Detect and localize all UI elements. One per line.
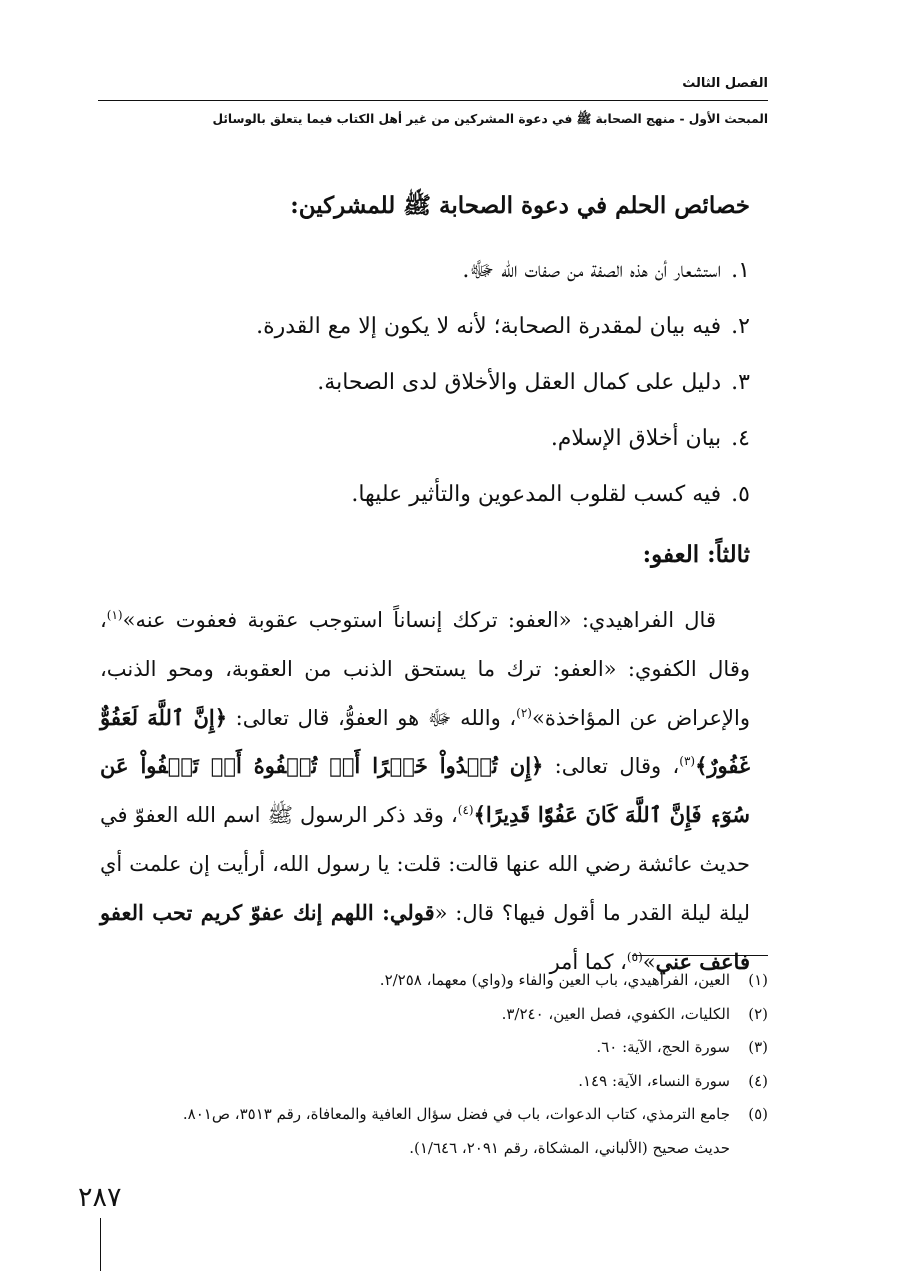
footnote-ref: (١) bbox=[106, 608, 123, 622]
page-number: ٢٨٧ bbox=[78, 1182, 122, 1213]
list-item-number: ٥. bbox=[731, 482, 750, 507]
body-paragraph bbox=[100, 596, 750, 986]
text-run: ، وقال الكفوي: «العفو: ترك ما يستحق الذنب من العقوبة، ومحو الذنب، والإعراض عن المؤاخذة» bbox=[100, 608, 750, 730]
footnote-number: (١) bbox=[748, 971, 768, 989]
quran-verse: ﴿إِنَّ ٱللَّهَ لَعَفُوٌّ غَفُورٌ﴾ bbox=[100, 704, 750, 779]
footnote-text: جامع الترمذي، كتاب الدعوات، باب في فضل سؤال العافية والمعافاة، رقم ٣٥١٣، ص٨٠١. bbox=[182, 1105, 730, 1123]
list-item bbox=[551, 426, 750, 451]
header-divider bbox=[98, 100, 768, 101]
footnote bbox=[100, 1031, 768, 1065]
list-item-text: فيه كسب لقلوب المدعوين والتأثير عليها. bbox=[351, 482, 722, 507]
footnote bbox=[100, 1098, 768, 1132]
list-item-number: ٢. bbox=[731, 314, 750, 339]
footnote-number: (٣) bbox=[748, 1038, 768, 1056]
footnote-ref: (٣) bbox=[679, 754, 696, 769]
footnote-number: (٤) bbox=[748, 1071, 768, 1090]
list-item-number: ٤. bbox=[731, 426, 750, 451]
quran-verse: ﴿إِن تُبۡدُواْ خَيۡرًا أَوۡ تُخۡفُوهُ أَوۡ تَعۡفُواْ عَن سُوٓءٖ فَإِنَّ ٱللَّهَ كَانَ عَفُوّٗا قَدِيرًا﴾ bbox=[100, 753, 751, 828]
footnote-number: (٢) bbox=[748, 1004, 768, 1023]
footnote-ref: (٢) bbox=[516, 705, 532, 720]
list-item-number: ١. bbox=[731, 258, 750, 283]
footnote-ref: (٥) bbox=[626, 949, 643, 964]
running-header-section: المبحث الأول - منهج الصحابة ﷺ في دعوة المشركين من غير أهل الكتاب فيما يتعلق بالوسائل bbox=[212, 112, 768, 126]
text-run: ، كما أمر bbox=[549, 949, 627, 974]
footnote-continuation: حديث صحيح (الألباني، المشكاة، رقم ٢٠٩١، ١/٦٤٦). bbox=[409, 1138, 730, 1157]
list-item bbox=[256, 314, 750, 339]
list-item-text: فيه بيان لمقدرة الصحابة؛ لأنه لا يكون إلا مع القدرة. bbox=[256, 314, 722, 339]
footnote-ref: (٤) bbox=[457, 803, 474, 818]
list-item bbox=[462, 256, 750, 288]
text-run: ، وقال تعالى: bbox=[543, 754, 680, 779]
hadith-quote: قولي: اللهم إنك عفوّ كريم تحب العفو فاعف عني bbox=[100, 899, 750, 974]
list-item-text: استشعار أن هذه الصفة من صفات الله ﷻ. bbox=[462, 258, 722, 283]
text-run: ، والله ﷻ هو العفوُّ، قال تعالى: bbox=[227, 705, 517, 730]
footnote-text: العين، الفراهيدي، باب العين والفاء و(واي) معهما، ٢/٢٥٨. bbox=[379, 971, 730, 989]
footnote-text: سورة الحج، الآية: ٦٠. bbox=[596, 1038, 730, 1056]
running-header-chapter: الفصل الثالث bbox=[682, 76, 768, 91]
text-run: » bbox=[642, 949, 656, 974]
footnote bbox=[100, 964, 768, 998]
footnote-number: (٥) bbox=[748, 1105, 768, 1123]
text-run: ، وقد ذكر الرسول ﷺ اسم الله العفوّ في حديث عائشة رضي الله عنها قالت: قلت: يا رسول الله، أرأيت إن علمت أي ليلة ليلة القدر ما أقول فيها؟ قال: « bbox=[100, 803, 750, 925]
list-item-number: ٣. bbox=[731, 370, 750, 395]
list-item-text: دليل على كمال العقل والأخلاق لدى الصحابة. bbox=[317, 370, 722, 395]
list-item bbox=[351, 482, 750, 507]
text-run: قال الفراهيدي: «العفو: تركك إنساناً استوجب عقوبة فعفوت عنه» bbox=[122, 608, 716, 632]
footnote bbox=[100, 1065, 768, 1099]
section-heading-afw: ثالثاً: العفو: bbox=[642, 541, 750, 568]
section-heading-hilm: خصائص الحلم في دعوة الصحابة ﷺ للمشركين: bbox=[290, 192, 750, 219]
footnotes bbox=[100, 964, 768, 1165]
list-item-text: بيان أخلاق الإسلام. bbox=[550, 426, 722, 451]
footnote bbox=[100, 998, 768, 1032]
footnote-divider bbox=[632, 955, 768, 956]
footnote-text: الكليات، الكفوي، فصل العين، ٣/٢٤٠. bbox=[501, 1004, 730, 1023]
margin-rule bbox=[100, 1218, 101, 1271]
footnote-text: سورة النساء، الآية: ١٤٩. bbox=[578, 1071, 730, 1090]
list-item bbox=[317, 370, 750, 395]
